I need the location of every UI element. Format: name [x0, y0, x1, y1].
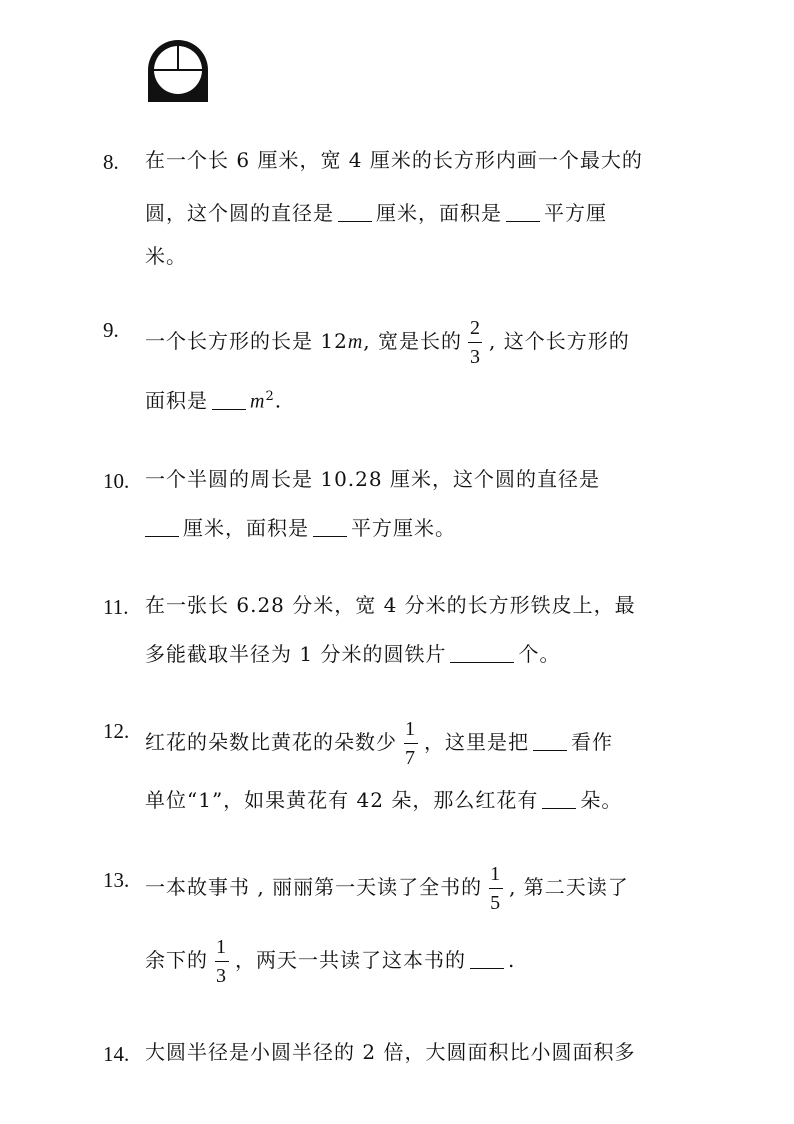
question-number: 9. [103, 318, 119, 342]
question-number: 14. [103, 1042, 130, 1066]
question-number: 13. [103, 868, 130, 892]
question-text-line: 红花的朵数比黄花的朵数少 $\frac{1}{7}$ ，这里是把 看作 [145, 718, 613, 769]
answer-blank[interactable] [212, 391, 246, 410]
question-number: 8. [103, 150, 119, 174]
question-text-line: 单位“1”，如果黄花有 42 朵，那么红花有 朵。 [145, 788, 623, 812]
answer-blank[interactable] [338, 203, 372, 222]
question-text-line: 在一张长 6.28 分米，宽 4 分米的长方形铁皮上，最 [145, 593, 636, 617]
question-text-line: 厘米，面积是 平方厘米。 [145, 518, 456, 538]
question-number: 12. [103, 719, 130, 743]
answer-blank[interactable] [450, 644, 514, 663]
fraction: $\frac{1}{7}$ [405, 718, 416, 769]
question-text-line: 一个长方形的长是 12m, 宽是长的 $\frac{2}{3}$ , 这个长方形的 [145, 317, 630, 368]
fraction: $\frac{1}{3}$ [216, 936, 227, 987]
question-text-line: 一个半圆的周长是 10.28 厘米，这个圆的直径是 [145, 467, 600, 491]
question-text-line: 一本故事书 , 丽丽第一天读了全书的 $\frac{1}{5}$ , 第二天读了 [145, 863, 629, 914]
question-number: 10. [103, 469, 130, 493]
answer-blank[interactable] [533, 732, 567, 751]
fraction: $\frac{1}{5}$ [490, 863, 502, 914]
question-text-line: 圆，这个圆的直径是 厘米，面积是 平方厘 [145, 201, 607, 225]
question-text-line: 面积是 $m^2$. [145, 388, 283, 413]
answer-blank[interactable] [313, 518, 347, 537]
question-text-line: 余下的 $\frac{1}{3}$ ，两天一共读了这本书的 . [145, 936, 516, 987]
question-text-line: 大圆半径是小圆半径的 2 倍，大圆面积比小圆面积多 [145, 1040, 636, 1064]
fraction: $\frac{2}{3}$ [469, 317, 481, 368]
question-number: 11. [103, 595, 129, 619]
question-text-line: 米。 [145, 244, 187, 268]
answer-blank[interactable] [470, 950, 504, 969]
semicircle-square-figure [146, 38, 210, 104]
answer-blank[interactable] [506, 203, 540, 222]
answer-blank[interactable] [145, 518, 179, 537]
answer-blank[interactable] [542, 790, 576, 809]
question-text-line: 多能截取半径为 1 分米的圆铁片 个。 [145, 642, 561, 666]
question-text-line: 在一个长 6 厘米，宽 4 厘米的长方形内画一个最大的 [145, 148, 643, 172]
